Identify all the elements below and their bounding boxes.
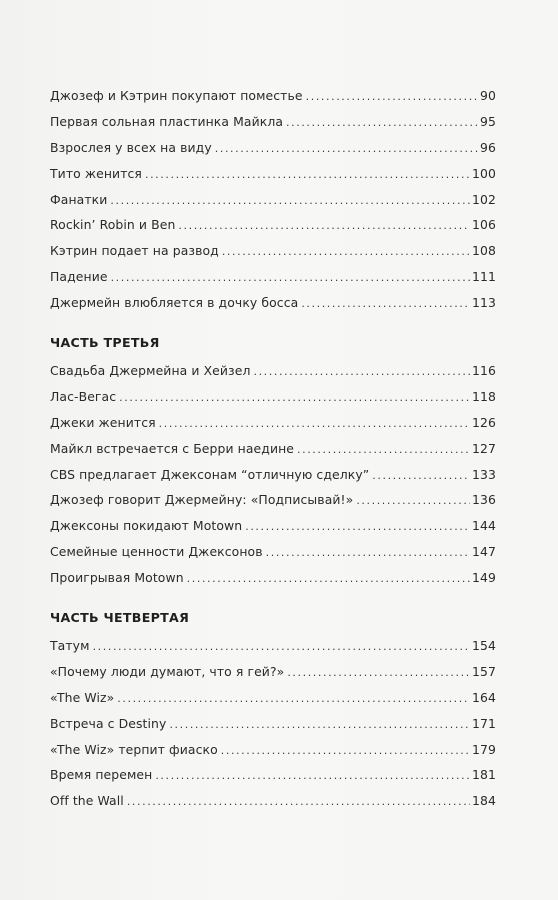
toc-entry (50, 664, 496, 690)
toc-entry (50, 767, 496, 793)
dot-leader (372, 469, 470, 482)
toc-entry (50, 269, 496, 295)
toc-entry-title: Татум (50, 638, 90, 654)
toc-entry-title: Фанатки (50, 191, 108, 207)
dot-leader (287, 666, 470, 679)
toc-entry (50, 570, 496, 596)
toc-entry-page: 144 (472, 518, 496, 534)
dot-leader (93, 640, 470, 653)
toc-entry-title: Джозеф говорит Джермейну: «Подписывай!» (50, 492, 354, 508)
dot-leader (110, 194, 470, 207)
toc-entry (50, 389, 496, 415)
toc-entry-page: 179 (472, 741, 496, 757)
toc-entry-page: 113 (472, 295, 496, 311)
toc-entry-title: Джозеф и Кэтрин покупают поместье (50, 88, 303, 103)
dot-leader (222, 245, 470, 258)
toc-entry-page: 184 (472, 793, 496, 809)
toc-entry (50, 140, 496, 166)
table-of-contents (50, 88, 496, 819)
toc-entry (50, 243, 496, 269)
toc-entry-page: 149 (472, 570, 496, 586)
toc-entry-page: 118 (472, 388, 496, 404)
toc-entry-title: Встреча с Destiny (50, 715, 167, 731)
dot-leader (306, 90, 478, 103)
section-heading-part-three: ЧАСТЬ ТРЕТЬЯ (50, 335, 160, 351)
toc-entry-page: 154 (472, 638, 496, 654)
toc-entry-page: 127 (472, 440, 496, 456)
toc-entry (50, 217, 496, 243)
toc-entry (50, 492, 496, 518)
toc-entry (50, 166, 496, 192)
toc-entry-page: 111 (472, 269, 496, 285)
dot-leader (159, 417, 470, 430)
toc-entry (50, 467, 496, 493)
toc-entry-title: Падение (50, 269, 108, 285)
dot-leader (221, 744, 470, 757)
toc-entry-page: 102 (472, 191, 496, 207)
dot-leader (111, 271, 470, 284)
toc-entry (50, 793, 496, 819)
section-heading-part-four: ЧАСТЬ ЧЕТВЕРТАЯ (50, 610, 190, 626)
toc-entry-title: CBS предлагает Джексонам “отличную сделку” (50, 466, 370, 482)
dot-leader (266, 546, 470, 559)
toc-entry (50, 742, 496, 768)
toc-entry-title: Взрослея у всех на виду (50, 139, 212, 155)
dot-leader (356, 494, 470, 507)
dot-leader (245, 520, 470, 533)
toc-entry-page: 147 (472, 544, 496, 560)
toc-entry-title: «The Wiz» (50, 689, 115, 705)
toc-entry-page: 164 (472, 689, 496, 705)
toc-entry-page: 157 (472, 663, 496, 679)
toc-entry-page: 106 (472, 217, 496, 233)
toc-entry (50, 192, 496, 218)
dot-leader (178, 219, 470, 232)
toc-entry-page: 108 (472, 243, 496, 259)
toc-entry-page: 171 (472, 715, 496, 731)
toc-entry-title: Джеки женится (50, 414, 156, 430)
toc-entry-title: Кэтрин подает на развод (50, 243, 219, 259)
toc-entry-title: Время перемен (50, 767, 153, 783)
dot-leader (297, 443, 470, 456)
toc-entry-page: 136 (472, 492, 496, 508)
toc-entry (50, 716, 496, 742)
toc-entry-title: Джексоны покидают Motown (50, 518, 243, 534)
dot-leader (187, 572, 470, 585)
toc-entry (50, 88, 496, 114)
toc-entry (50, 638, 496, 664)
dot-leader (169, 718, 470, 731)
toc-entry (50, 363, 496, 389)
toc-entry (50, 114, 496, 140)
toc-entry-title: «The Wiz» терпит фиаско (50, 741, 218, 757)
toc-entry (50, 415, 496, 441)
toc-entry-title: Свадьба Джермейна и Хейзел (50, 363, 251, 379)
toc-entry-title: «Почему люди думают, что я гей?» (50, 663, 285, 679)
toc-entry-title: Джермейн влюбляется в дочку босса (50, 295, 299, 311)
toc-entry-page: 95 (480, 113, 496, 129)
toc-entry-page: 181 (472, 767, 496, 783)
toc-entry (50, 295, 496, 321)
dot-leader (215, 142, 478, 155)
dot-leader (155, 769, 470, 782)
toc-entry-title: Проигрывая Motown (50, 570, 184, 586)
toc-entry (50, 441, 496, 467)
dot-leader (301, 297, 470, 310)
toc-entry-page: 126 (472, 414, 496, 430)
dot-leader (127, 795, 470, 808)
toc-entry (50, 544, 496, 570)
toc-entry-title: Майкл встречается с Берри наедине (50, 440, 295, 456)
dot-leader (145, 168, 470, 181)
toc-entry-page: 100 (472, 165, 496, 181)
toc-entry-title: Первая сольная пластинка Майкла (50, 113, 284, 129)
dot-leader (286, 116, 478, 129)
toc-entry-title: Rockin’ Robin и Ben (50, 217, 176, 233)
toc-entry-page: 116 (472, 363, 496, 379)
toc-entry (50, 518, 496, 544)
toc-entry-title: Off the Wall (50, 793, 124, 809)
toc-entry (50, 690, 496, 716)
dot-leader (117, 692, 470, 705)
dot-leader (253, 365, 470, 378)
toc-entry-title: Лас-Вегас (50, 388, 117, 404)
toc-entry-page: 96 (480, 139, 496, 155)
toc-entry-page: 133 (472, 466, 496, 482)
toc-entry-title: Семейные ценности Джексонов (50, 544, 263, 560)
dot-leader (119, 391, 470, 404)
toc-entry-title: Тито женится (50, 165, 142, 181)
toc-entry-page: 90 (480, 88, 496, 103)
